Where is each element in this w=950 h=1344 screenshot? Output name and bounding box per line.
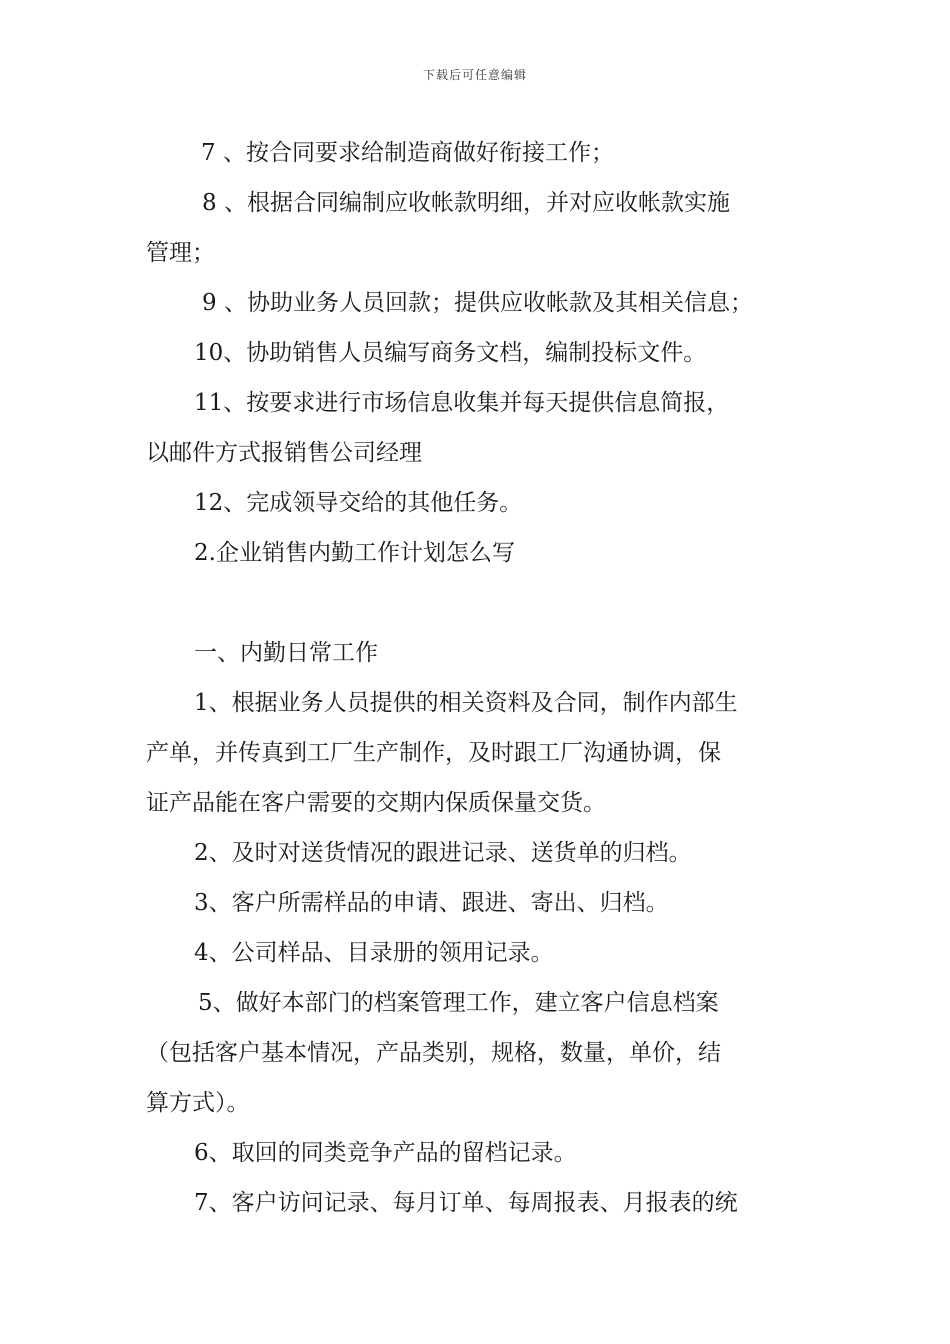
list-item: 5、做好本部门的档案管理工作，建立客户信息档案	[198, 990, 719, 1016]
list-item: 1、根据业务人员提供的相关资料及合同，制作内部生	[194, 690, 738, 716]
section-heading: 一、内勤日常工作	[194, 640, 378, 666]
list-item: 10、协助销售人员编写商务文档，编制投标文件。	[194, 340, 707, 366]
document-body	[146, 128, 806, 1228]
list-item: 6、取回的同类竞争产品的留档记录。	[194, 1140, 577, 1166]
list-item-continuation: 算方式）。	[146, 1090, 250, 1116]
list-item-continuation: （包括客户基本情况，产品类别，规格，数量，单价，结	[146, 1040, 721, 1066]
list-item: 4、公司样品、目录册的领用记录。	[194, 940, 554, 966]
page-header: 下载后可任意编辑	[422, 68, 527, 82]
list-item-continuation: 证产品能在客户需要的交期内保质保量交货。	[146, 790, 606, 816]
list-item-continuation: 管理；	[146, 240, 215, 266]
list-item: 7、客户访问记录、每月订单、每周报表、月报表的统	[194, 1190, 738, 1216]
list-item: 12、完成领导交给的其他任务。	[194, 490, 523, 516]
list-item: 9 、协助业务人员回款；提供应收帐款及其相关信息；	[202, 290, 753, 316]
list-item-continuation: 以邮件方式报销售公司经理	[146, 440, 422, 466]
list-item: 11、按要求进行市场信息收集并每天提供信息简报，	[194, 390, 730, 416]
section-heading: 2.企业销售内勤工作计划怎么写	[194, 540, 515, 566]
list-item-continuation: 产单，并传真到工厂生产制作，及时跟工厂沟通协调，保	[146, 740, 721, 766]
list-item: 8 、根据合同编制应收帐款明细，并对应收帐款实施	[202, 190, 730, 216]
list-item: 7 、按合同要求给制造商做好衔接工作；	[201, 140, 614, 166]
list-item: 3、客户所需样品的申请、跟进、寄出、归档。	[194, 890, 669, 916]
blank-line	[146, 578, 806, 628]
list-item: 2、及时对送货情况的跟进记录、送货单的归档。	[194, 840, 692, 866]
